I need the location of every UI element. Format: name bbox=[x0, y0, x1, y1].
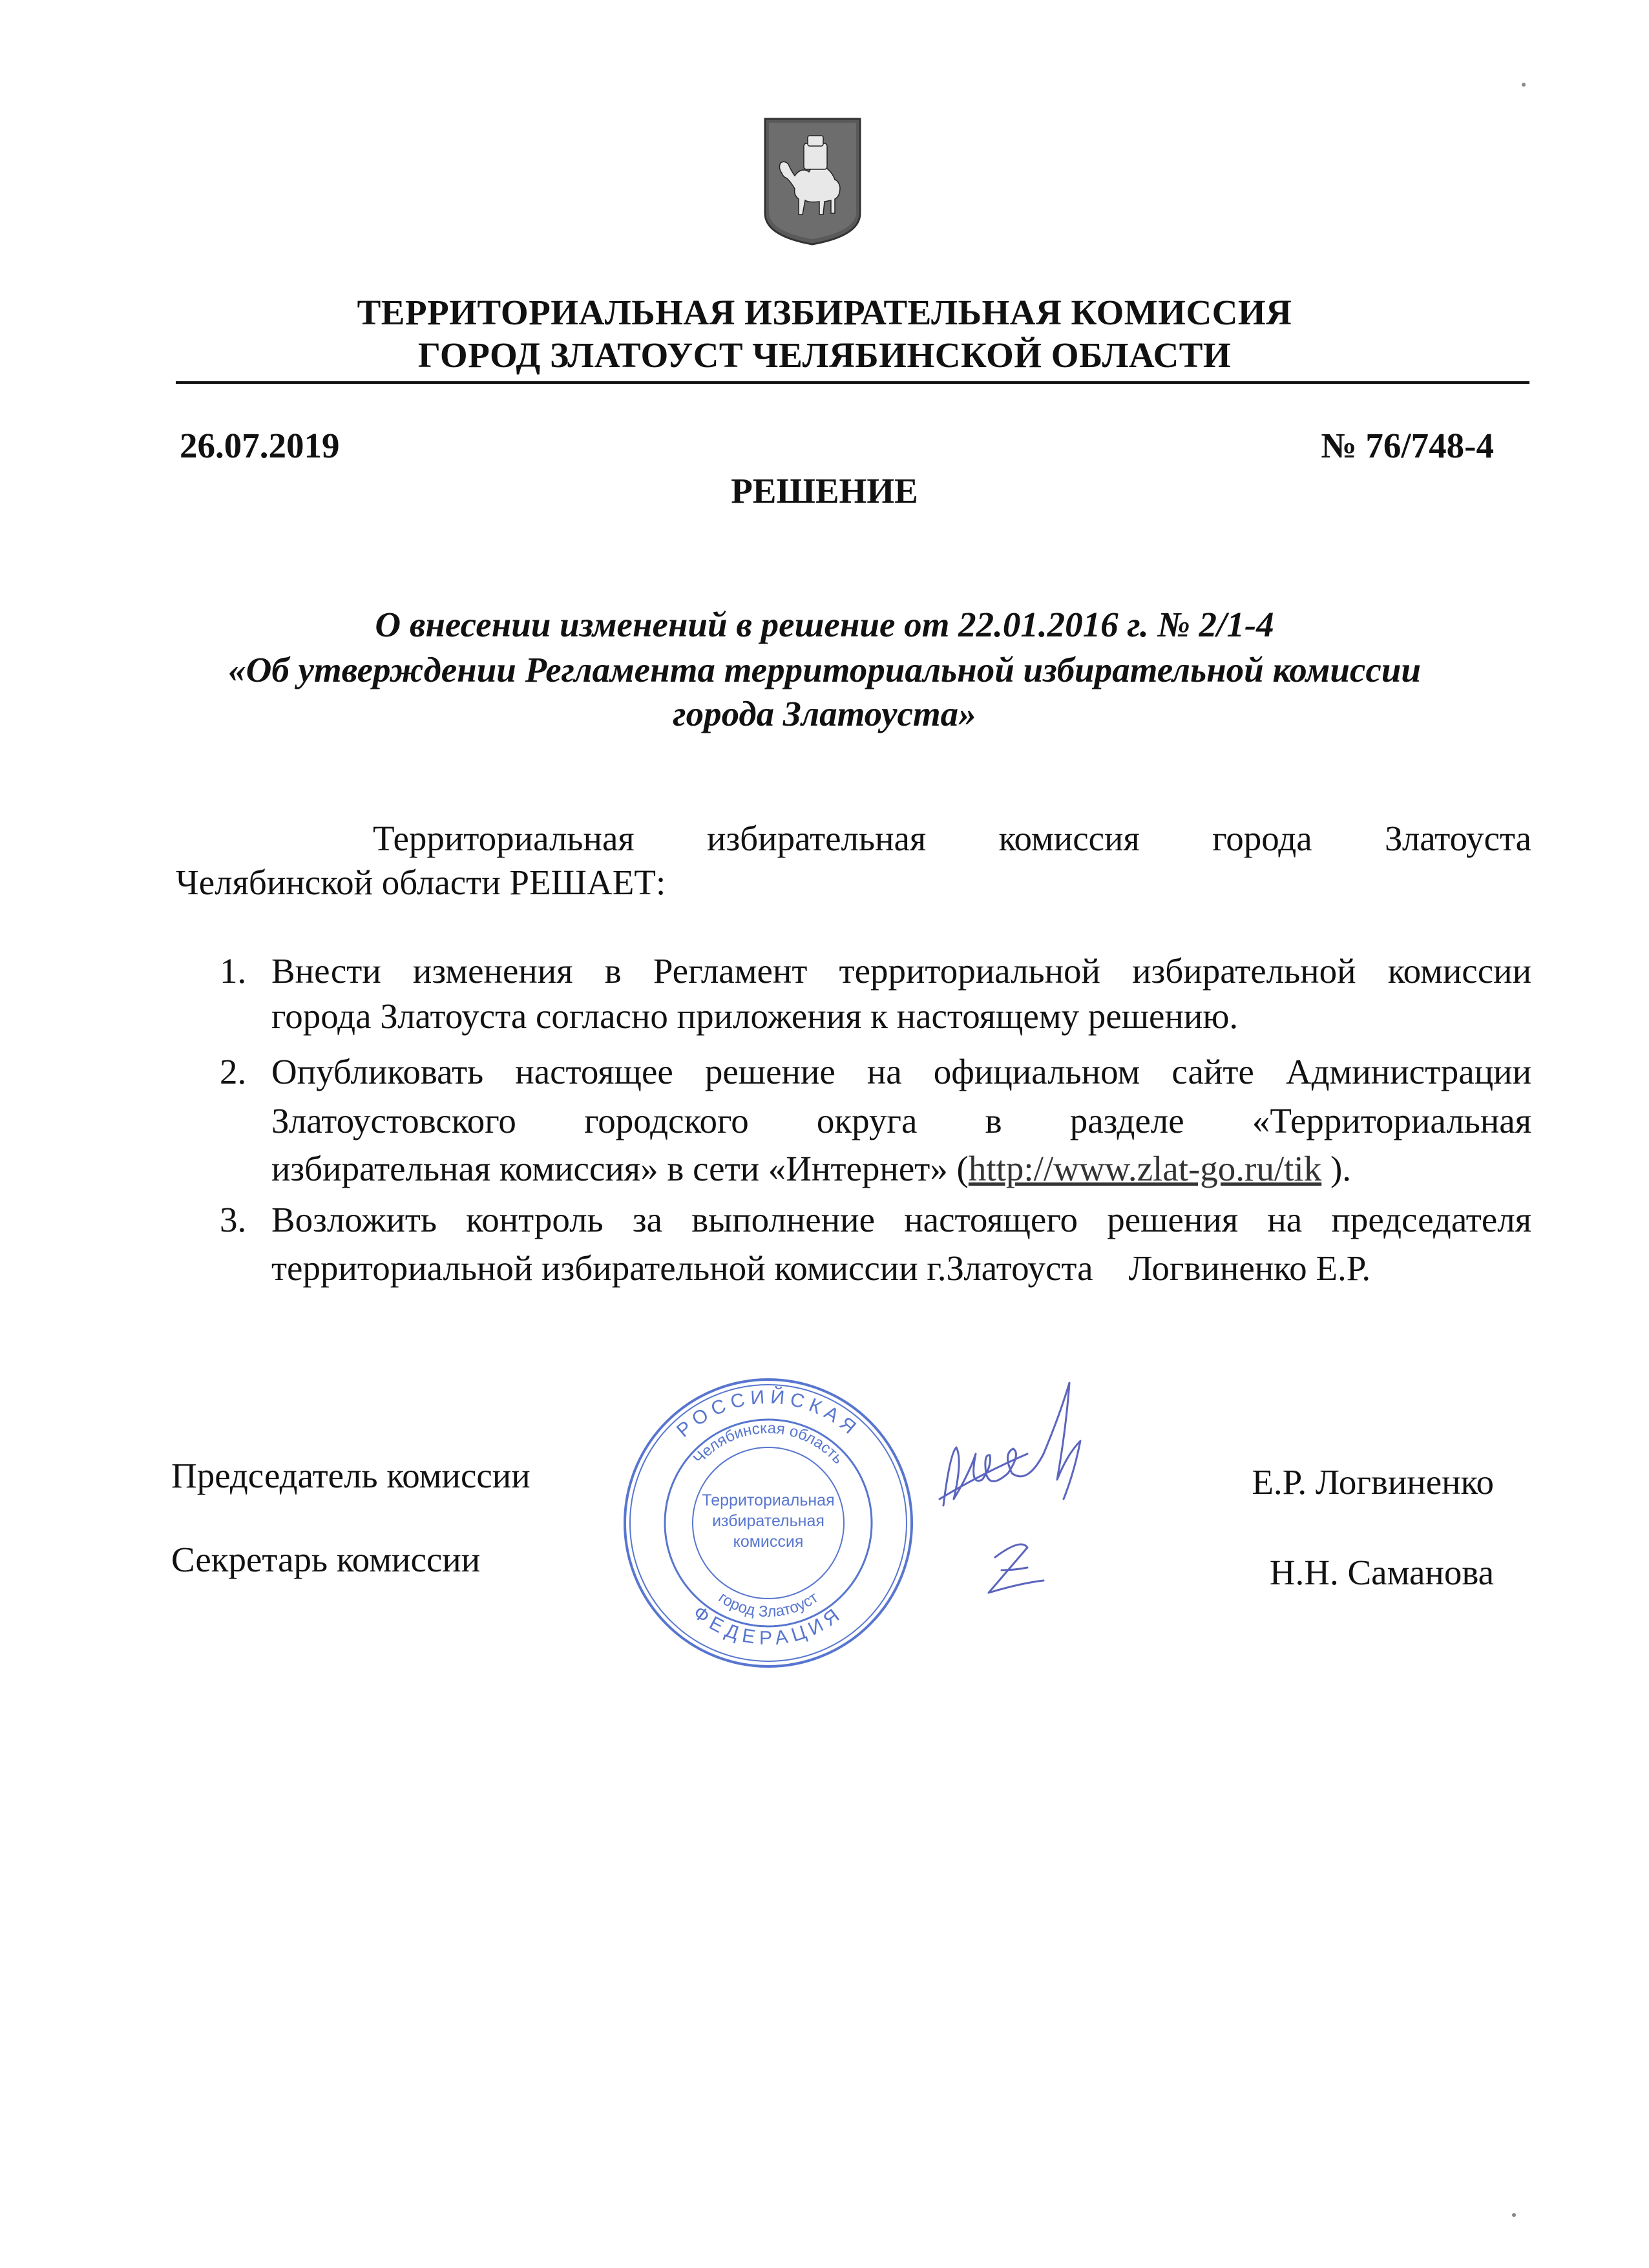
svg-text:город Златоуст bbox=[715, 1589, 821, 1621]
scan-speck bbox=[1512, 2213, 1516, 2217]
commission-stamp bbox=[622, 1376, 916, 1670]
stamp-outer-bottom-text: ФЕДЕРАЦИЯ bbox=[689, 1602, 848, 1650]
document-number: № 76/748-4 bbox=[1321, 426, 1494, 465]
commission-name-line1: ТЕРРИТОРИАЛЬНАЯ ИЗБИРАТЕЛЬНАЯ КОМИССИЯ bbox=[357, 293, 1292, 332]
stamp-ring-bottom-text: город Златоуст bbox=[715, 1588, 822, 1621]
list-item bbox=[220, 1051, 1531, 1096]
stamp-ring-top-text: Челябинская область bbox=[689, 1419, 847, 1468]
website-link[interactable]: http://www.zlat-go.ru/tik bbox=[968, 1149, 1322, 1188]
list-item bbox=[220, 1199, 1531, 1244]
preamble-line1: Территориальная избирательная комиссия города Златоуста bbox=[373, 819, 1531, 858]
item-text-continued bbox=[271, 1148, 1351, 1190]
item-text: Внести изменения в Регламент территориальной избирательной комиссии bbox=[271, 951, 1531, 991]
stamp-center-line2: избирательная bbox=[712, 1512, 824, 1530]
subject-line2: «Об утверждении Регламента территориальной избирательной комиссии bbox=[228, 650, 1421, 689]
document-type-title: РЕШЕНИЕ bbox=[731, 471, 918, 510]
svg-text:Челябинская область bbox=[690, 1420, 847, 1467]
item-text-continued: территориальной избирательной комиссии г.Златоуста Логвиненко Е.Р. bbox=[271, 1248, 1371, 1288]
scan-speck bbox=[1522, 83, 1526, 87]
commission-name-line2: ГОРОД ЗЛАТОУСТ ЧЕЛЯБИНСКОЙ ОБЛАСТИ bbox=[417, 335, 1232, 375]
item-text: Опубликовать настоящее решение на официальном сайте Администрации bbox=[271, 1052, 1531, 1091]
document-date: 26.07.2019 bbox=[180, 426, 340, 465]
item-number: 2. bbox=[220, 1052, 247, 1091]
subject-line1: О внесении изменений в решение от 22.01.2016 г. № 2/1-4 bbox=[375, 605, 1274, 644]
chair-name: Е.Р. Логвиненко bbox=[1252, 1462, 1494, 1502]
secretary-name: Н.Н. Саманова bbox=[1269, 1553, 1494, 1592]
chair-role: Председатель комиссии bbox=[171, 1456, 530, 1495]
secretary-role: Секретарь комиссии bbox=[171, 1540, 481, 1579]
handwritten-signature bbox=[930, 1376, 1118, 1615]
item-text-suffix: ). bbox=[1321, 1149, 1352, 1188]
preamble-line2: Челябинской области РЕШАЕТ: bbox=[176, 863, 666, 902]
stamp-outer-top-text: РОССИЙСКАЯ bbox=[673, 1386, 864, 1442]
subject-line3: города Златоуста» bbox=[673, 694, 976, 733]
stamp-center-line1: Территориальная bbox=[702, 1491, 835, 1509]
stamp-center-line3: комиссия bbox=[733, 1533, 804, 1551]
item-text-continued: города Златоуста согласно приложения к настоящему решению. bbox=[271, 996, 1239, 1036]
item-text-prefix: избирательная комиссия» в сети «Интернет» ( bbox=[271, 1149, 969, 1188]
header-divider bbox=[176, 381, 1529, 384]
item-number: 3. bbox=[220, 1200, 247, 1239]
list-item bbox=[220, 950, 1531, 995]
camel-coat-of-arms-icon bbox=[762, 116, 863, 246]
item-text-continued: Златоустовского городского округа в разделе «Территориальная bbox=[271, 1101, 1531, 1140]
item-text: Возложить контроль за выполнение настоящего решения на председателя bbox=[271, 1200, 1531, 1239]
item-number: 1. bbox=[220, 951, 247, 991]
